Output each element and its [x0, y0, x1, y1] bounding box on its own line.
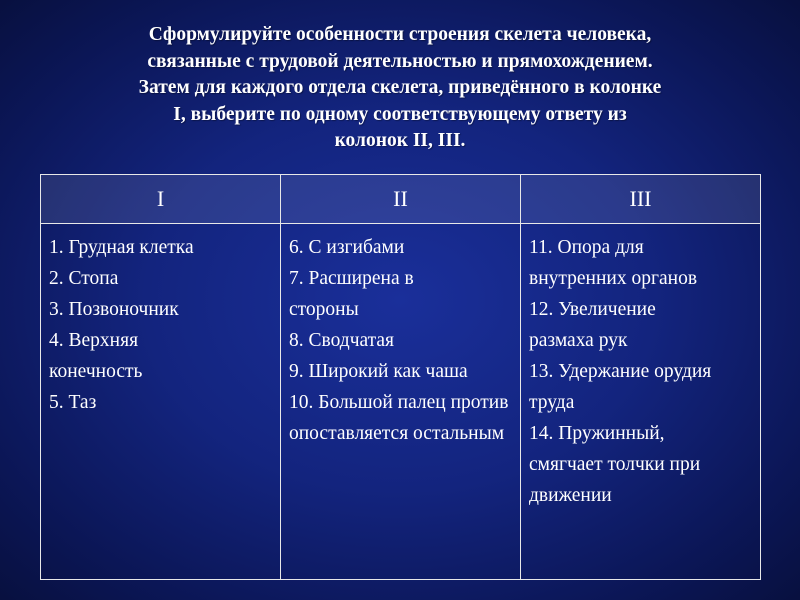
list-item: 14. Пружинный, смягчает толчки при движении — [529, 423, 701, 506]
list-item: 1. Грудная клетка — [49, 237, 194, 258]
table-header-row — [41, 175, 761, 224]
list-item: 10. Большой палец противопоставляется остальным — [289, 392, 509, 444]
column-skeleton-parts — [41, 224, 281, 580]
title-line-4: I, выберите по одному соответствующему ответу из — [173, 103, 627, 125]
list-item: 6. С изгибами — [289, 237, 405, 258]
list-item: 7. Расширена в стороны — [289, 268, 414, 320]
column-functions — [521, 224, 761, 580]
title-line-2: связанные с трудовой деятельностью и прямохождением. — [147, 50, 653, 72]
header-col-1: I — [41, 175, 281, 224]
list-item: 4. Верхняя конечность — [49, 330, 143, 382]
list-item: 12. Увеличение размаха рук — [529, 299, 656, 351]
list-item: 8. Сводчатая — [289, 330, 395, 351]
list-item: 13. Удержание орудия труда — [529, 361, 712, 413]
list-item: 5. Таз — [49, 392, 97, 413]
title-line-5: колонок II, III. — [334, 130, 466, 151]
table-row — [41, 224, 761, 580]
title-line-1: Сформулируйте особенности строения скелета человека, — [148, 24, 652, 45]
header-col-3: III — [521, 175, 761, 224]
header-col-2: II — [281, 175, 521, 224]
list-item: 9. Широкий как чаша — [289, 361, 468, 382]
page-title — [40, 22, 760, 155]
list-item: 3. Позвоночник — [49, 299, 179, 320]
list-item: 11. Опора для внутренних органов — [529, 237, 698, 289]
matching-table — [40, 174, 761, 580]
list-item: 2. Стопа — [49, 268, 119, 289]
column-structure-features — [281, 224, 521, 580]
title-line-3: Затем для каждого отдела скелета, приведённого в колонке — [138, 77, 662, 98]
